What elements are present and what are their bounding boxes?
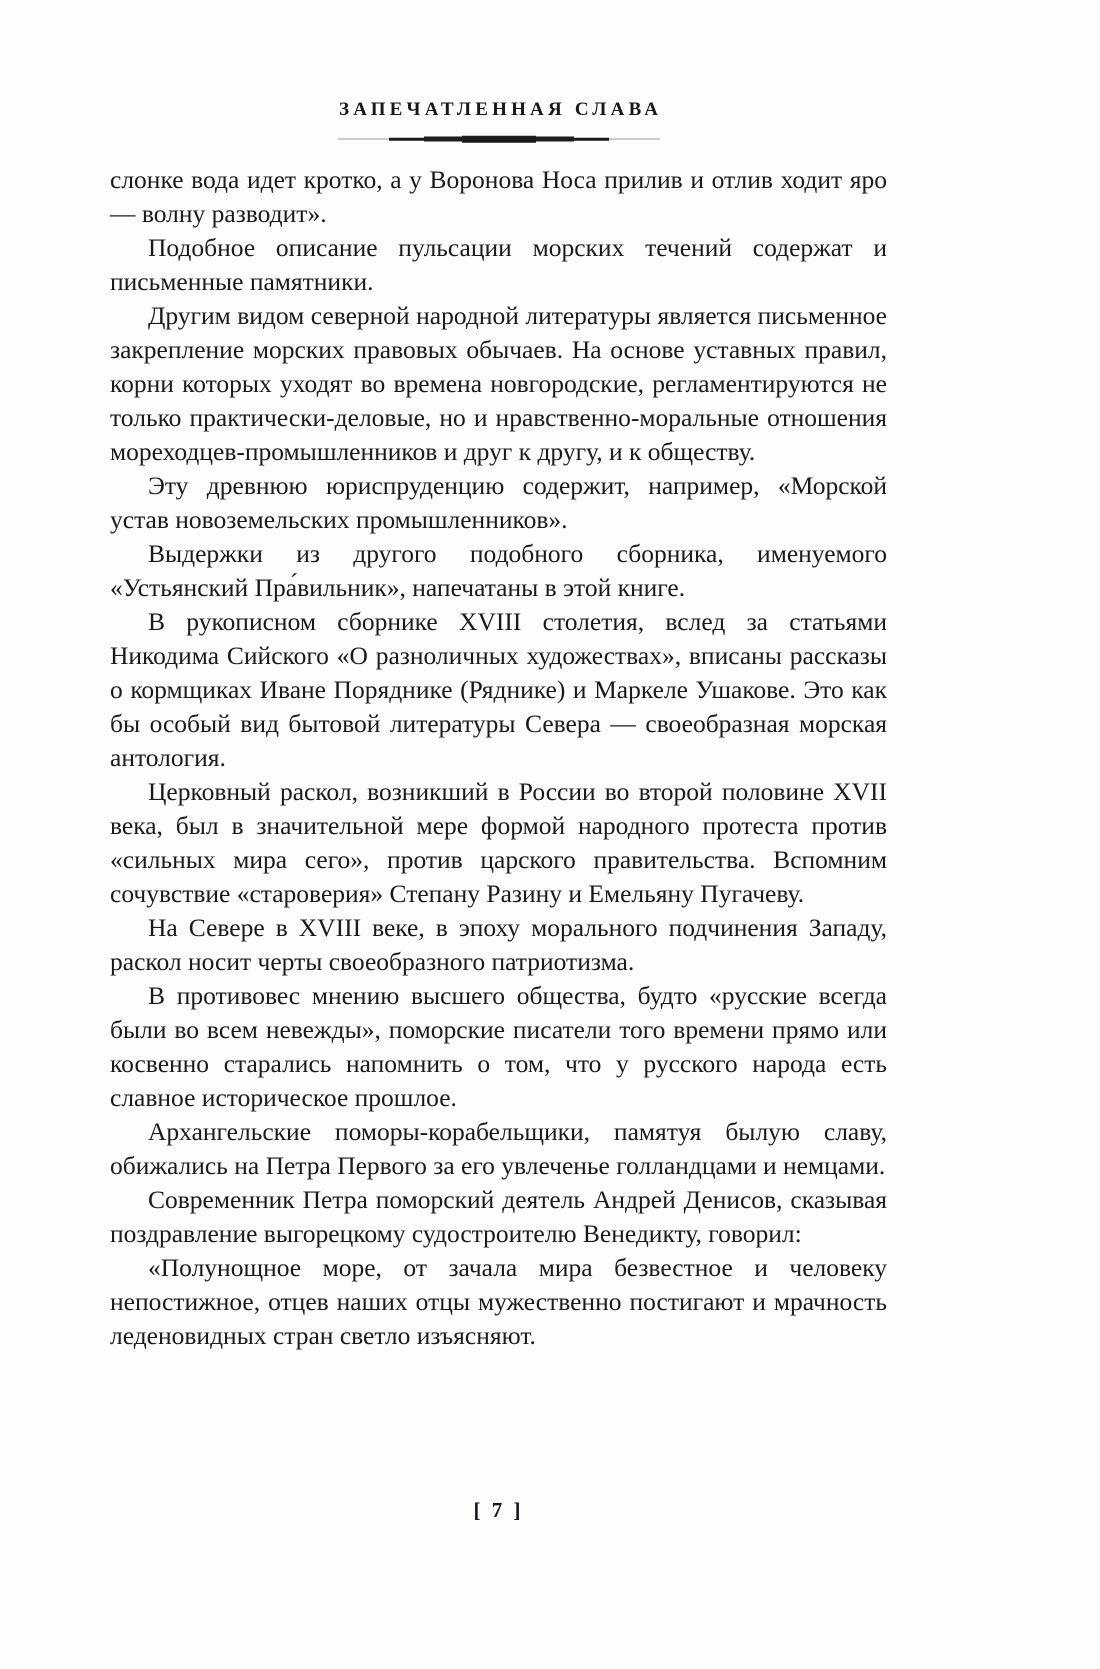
body-paragraph: Современник Петра поморский деятель Андрей Денисов, сказывая поздравление выгорецкому судостроителю Венедикту, говорил: xyxy=(110,1185,887,1248)
body-paragraph: слонке вода идет кротко, а у Воронова Носа прилив и отлив ходит яро — волну разводит». xyxy=(110,165,887,228)
body-text xyxy=(110,163,887,1353)
body-paragraph: В рукописном сборнике XVIII столетия, вслед за статьями Никодима Сийского «О разноличных художествах», вписаны рассказы о кормщиках Иване Поряднике (Ряднике) и Маркеле Ушакове. Это как бы особый вид бытовой литературы Севера — своеобразная морская антология. xyxy=(110,607,887,772)
body-paragraph: Церковный раскол, возникший в России во второй половине XVII века, был в значительной мере формой народного протеста против «сильных мира сего», против царского правительства. Вспомним сочувствие «староверия» Степану Разину и Емельяну Пугачеву. xyxy=(110,777,887,908)
body-paragraph: На Севере в XVIII веке, в эпоху морального подчинения Западу, раскол носит черты своеобразного патриотизма. xyxy=(110,913,887,976)
running-head-title: ЗАПЕЧАТЛЕННАЯ СЛАВА xyxy=(339,99,663,120)
body-paragraph: Подобное описание пульсации морских течений содержат и письменные памятники. xyxy=(110,233,887,296)
page-number: [ 7 ] xyxy=(473,1498,524,1522)
body-paragraph: «Полунощное море, от зачала мира безвестное и человеку непостижное, отцев наших отцы мужественно постигают и мрачность леденовидных стран светло изъясняют. xyxy=(110,1253,887,1350)
body-paragraph: Архангельские поморы-корабельщики, памятуя былую славу, обижались на Петра Первого за его увлеченье голландцами и немцами. xyxy=(110,1117,887,1180)
body-paragraph: Другим видом северной народной литературы является письменное закрепление морских правовых обычаев. На основе уставных правил, корни которых уходят во времена новгородские, регламентируются не только практически-деловые, но и нравственно-моральные отношения мореходцев-промышленников и друг к другу, и к обществу. xyxy=(110,301,887,466)
body-paragraph: В противовес мнению высшего общества, будто «русские всегда были во всем невежды», поморские писатели того времени прямо или косвенно старались напомнить о том, что у русского народа есть славное историческое прошлое. xyxy=(110,981,887,1112)
ornamental-rule-icon xyxy=(338,135,660,144)
body-paragraph: Выдержки из другого подобного сборника, именуемого «Устьянский Пра́вильник», напечатаны в этой книге. xyxy=(110,539,887,602)
running-head xyxy=(110,100,887,144)
body-paragraph: Эту древнюю юриспруденцию содержит, например, «Морской устав новоземельских промышленников». xyxy=(110,471,887,534)
